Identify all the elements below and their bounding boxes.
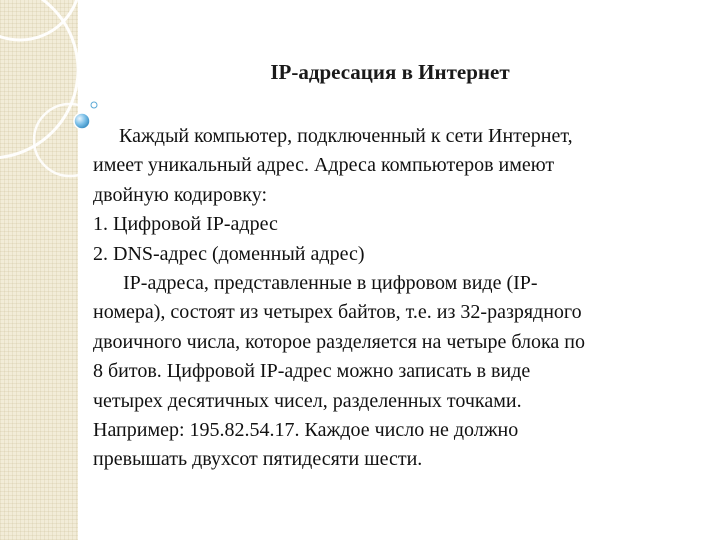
body-line: имеет уникальный адрес. Адреса компьютеров имеют xyxy=(93,154,555,177)
slide-title: IP-адресация в Интернет xyxy=(270,60,510,84)
body-line: Например: 195.82.54.17. Каждое число не должно xyxy=(93,419,519,442)
body-line: номера), состоят из четырех байтов, т.е. из 32-разрядного xyxy=(93,301,582,324)
decorative-arc-large xyxy=(0,0,78,158)
body-line: Каждый компьютер, подключенный к сети Интернет, xyxy=(119,125,573,147)
list-item: 2. DNS-адрес (доменный адрес) xyxy=(93,242,365,265)
small-bubble-icon xyxy=(91,102,97,108)
body-line: превышать двухсот пятидесяти шести. xyxy=(93,448,423,471)
blue-bubble-icon xyxy=(74,113,90,129)
body-line: четырех десятичных чисел, разделенных точками. xyxy=(93,389,522,412)
decorative-arc-medium xyxy=(0,0,80,40)
body-line: двойную кодировку: xyxy=(93,183,268,206)
body-line: 8 битов. Цифровой IP-адрес можно записать в виде xyxy=(93,360,531,383)
body-line: IP-адреса, представленные в цифровом виде (IP- xyxy=(123,272,538,295)
list-item: 1. Цифровой IP-адрес xyxy=(93,213,278,236)
body-line: двоичного числа, которое разделяется на четыре блока по xyxy=(93,330,585,353)
slide-body xyxy=(93,122,703,475)
